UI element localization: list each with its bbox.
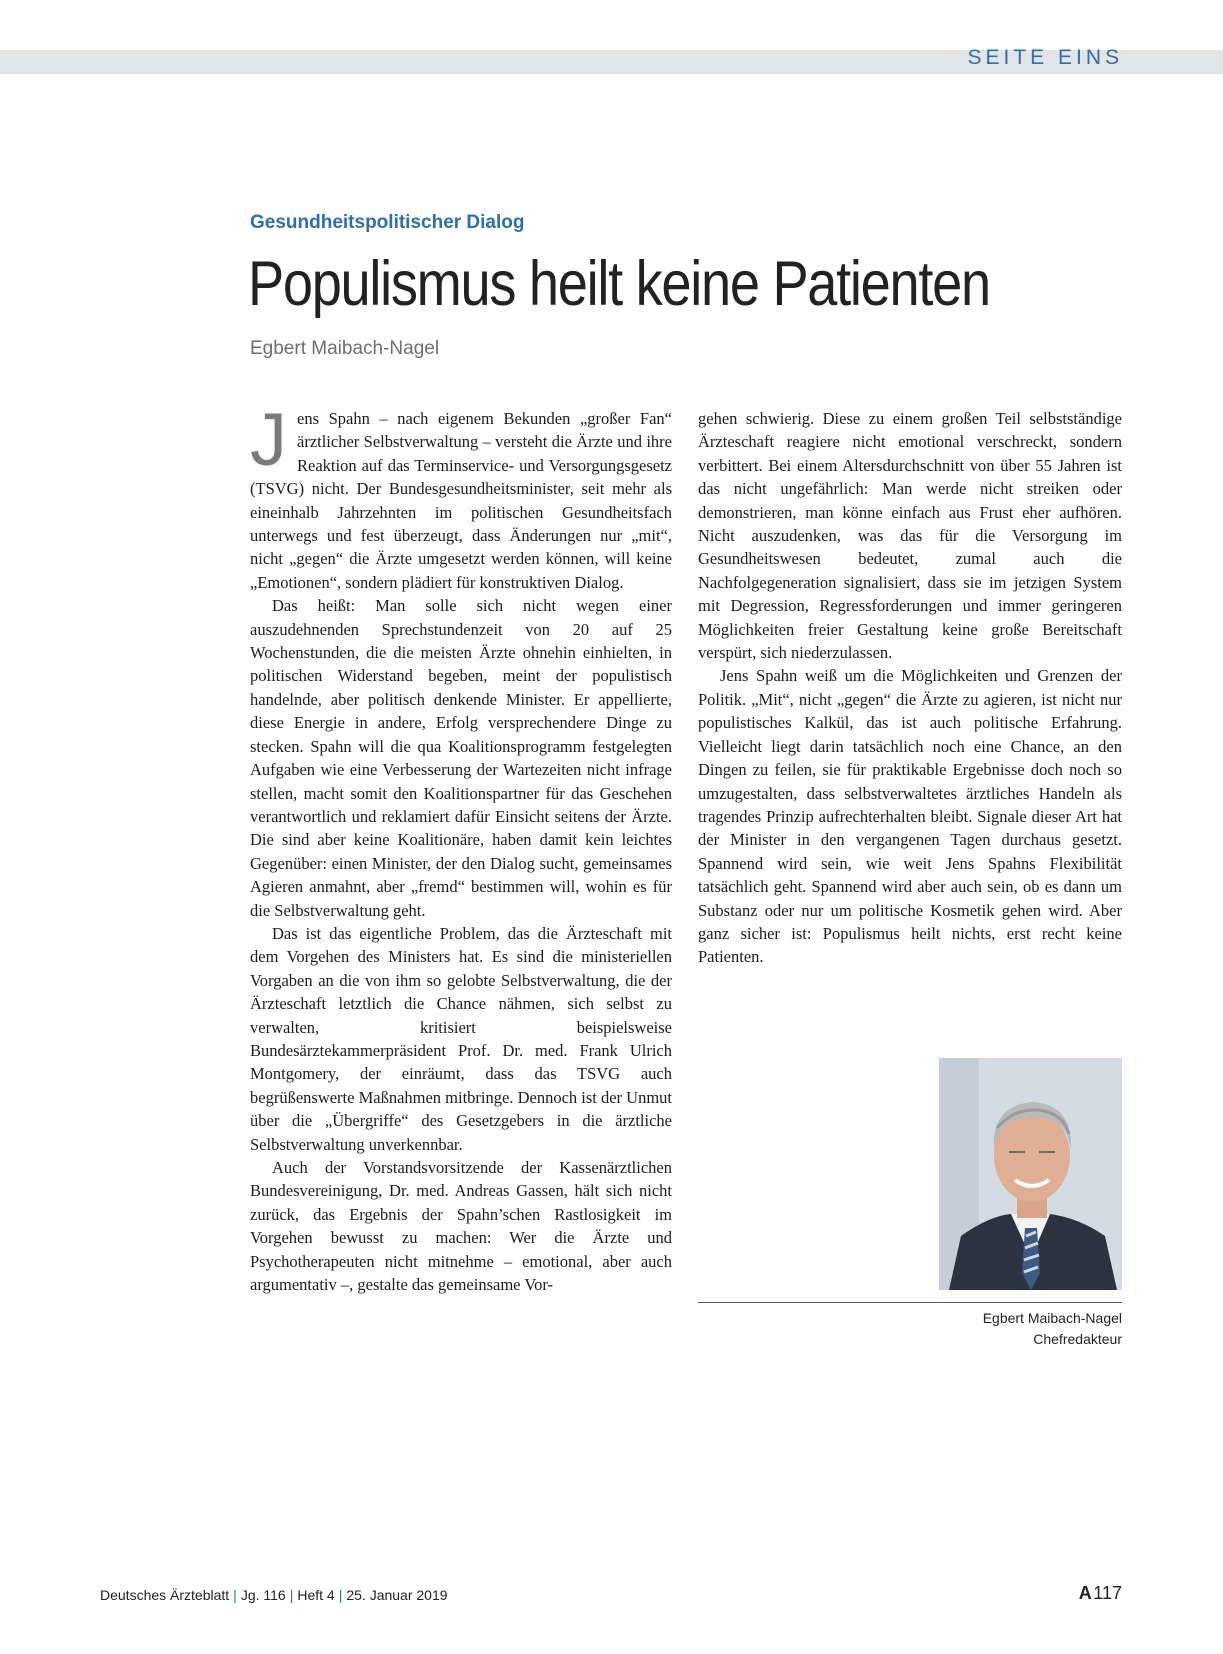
- footer-issue: Heft 4: [297, 1587, 335, 1603]
- photo-caption: [983, 1308, 1122, 1350]
- paragraph: Das ist das eigentliche Problem, das die Ärzteschaft mit dem Vorgehen des Ministers hat. Es sind die ministeriellen Vorgaben an die von ihm so gelobte Selbstverwaltung, die der Ärzteschaft letztlich die Chance nähmen, sich selbst zu verwalten, kritisiert beispielsweise Bundesärztekammerpräsident Prof. Dr. med. Frank Ulrich Montgomery, der einräumt, dass das TSVG auch begrüßenswerte Maßnahmen mitbringe. Dennoch ist der Unmut über die „Übergriffe“ des Gesetzgebers in die ärztliche Selbstverwaltung unverkennbar.: [250, 923, 673, 1154]
- paragraph: Jens Spahn – nach eigenem Bekunden „großer Fan“ ärztlicher Selbstverwaltung – versteht die Ärzte und ihre Reaktion auf das Terminservice- und Versorgungsgesetz (TSVG) nicht. Der Bundesgesundheitsminister, seit mehr als eineinhalb Jahrzehnten im politischen Gesundheitsfach unterwegs und fest überzeugt, dass Änderungen nur „mit“, nicht „gegen“ die Ärzte umgesetzt werden können, will keine „Emotionen“, sondern plädiert für konstruktiven Dialog.: [250, 398, 672, 592]
- page-number: [1079, 1583, 1122, 1604]
- footer-separator: |: [338, 1587, 343, 1603]
- paragraph: gehen schwierig. Diese zu einem großen Teil selbstständige Ärzteschaft reagiere nicht emotional verschreckt, sondern verbittert. Bei einem Altersdurchschnitt von über 55 Jahren ist das nicht ungefährlich: Man werde nicht streiken oder demonstrieren, man könne einfach aus Frust eher aufhören. Nicht auszudenken, was das für die Versorgung im Gesundheitswesen bedeutet, zumal auch die Nachfolgegeneration signalisiert, dass sie im jetzigen System mit Degression, Regressforderungen und immer geringeren Möglichkeiten freier Gestaltung keine große Bereitschaft verspürt, sich niederzulassen.: [698, 409, 1122, 663]
- footer-separator: |: [233, 1587, 237, 1603]
- caption-rule: [698, 1302, 1122, 1303]
- caption-name: Egbert Maibach-Nagel: [982, 1310, 1122, 1326]
- paragraph: Auch der Vorstandsvorsitzende der Kassenärztlichen Bundesvereinigung, Dr. med. Andreas Gassen, hält sich nicht zurück, das Ergebnis der Spahn’schen Rastlosigkeit im Vorgehen bewusst zu machen: Wer die Ärzte und Psychotherapeuten nicht mitnehme – emotional, aber auch argumentativ –, gestalte das gemeinsame Vor-: [250, 1158, 672, 1295]
- article-title: Populismus heilt keine Patienten: [248, 249, 990, 319]
- page-prefix: A: [1078, 1583, 1092, 1603]
- footer-volume: Jg. 116: [240, 1587, 286, 1603]
- paragraph: Das heißt: Man solle sich nicht wegen einer auszudehnenden Sprechstundenzeit von 20 auf 25 Wochenstunden, die die meisten Ärzte ohnehin einhielten, in politischen Widerstand begeben, meint der populistisch handelnde, aber politisch denkende Minister. Er appellierte, diese Energie in andere, Erfolg versprechendere Dinge zu stecken. Spahn will die qua Koalitionsprogramm festgelegten Aufgaben wie eine Verbesserung der Wartezeiten nicht infrage stellen, macht somit den Koalitionspartner für das Geschehen verantwortlich und reklamiert dafür Einsicht seitens der Ärzte. Die sind aber keine Koalitionäre, haben damit kein leichtes Gegenüber: einen Minister, der den Dialog sucht, gemeinsames Agieren anmahnt, aber „fremd“ bestimmen will, wohin es für die Selbstverwaltung geht.: [250, 596, 672, 920]
- paragraph: Jens Spahn weiß um die Möglichkeiten und Grenzen der Politik. „Mit“, nicht „gegen“ die Ärzte zu agieren, ist nicht nur populistisches Kalkül, das ist auch politische Erfahrung. Vielleicht liegt darin tatsächlich noch eine Chance, an den Dingen zu feilen, sie für praktikable Ergebnisse doch noch so umzugestalten, dass selbstverwaltetes ärztliches Handeln als tragendes Prinzip aufrechterhalten bleibt. Signale dieser Art hat der Minister in den vergangenen Tagen durchaus gesetzt. Spannend wird sein, wie weit Jens Spahns Flexibilität tatsächlich geht. Spannend wird aber auch sein, ob es dann um Substanz oder nur um politische Kosmetik gehen wird. Aber ganz sicher ist: Populismus heilt nichts, erst recht keine Patienten.: [698, 666, 1122, 967]
- author-portrait-photo: [939, 1058, 1122, 1290]
- page-number-value: 117: [1093, 1583, 1122, 1603]
- footer-separator: |: [289, 1587, 294, 1603]
- article-author: Egbert Maibach-Nagel: [250, 338, 440, 359]
- footer-journal: Deutsches Ärzteblatt: [100, 1587, 230, 1603]
- text-column-left: [250, 398, 673, 1296]
- drop-cap: J: [250, 398, 287, 481]
- section-label: SEITE EINS: [967, 46, 1123, 69]
- article-kicker: Gesundheitspolitischer Dialog: [250, 212, 525, 233]
- footer-citation: [100, 1587, 448, 1603]
- footer-date: 25. Januar 2019: [346, 1587, 448, 1603]
- text-column-right: [698, 407, 1122, 969]
- caption-role: Chefredakteur: [1033, 1331, 1122, 1347]
